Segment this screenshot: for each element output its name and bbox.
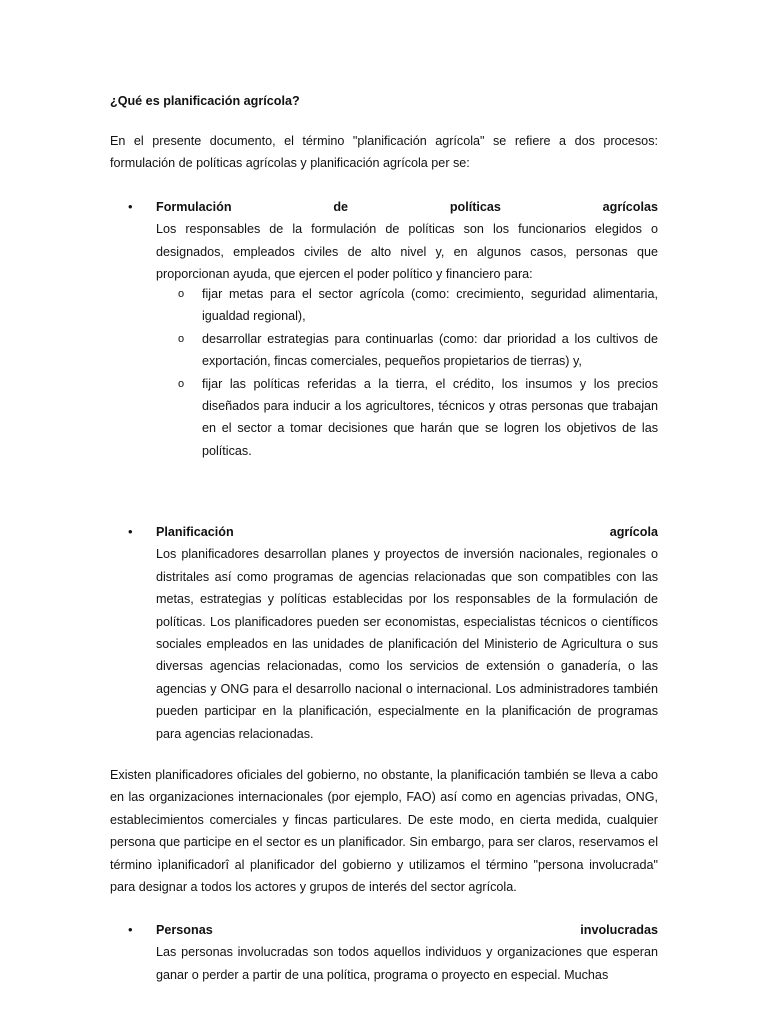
title-word: Planificación (156, 525, 234, 539)
bullet-dot-icon: • (128, 524, 133, 539)
bullet-body: Los responsables de la formulación de políticas son los funcionarios elegidos o designados, empleados civiles de alto nivel y, en algunos casos, personas que proporcionan ayuda, que ejercen el poder político y financiero para: (156, 222, 658, 282)
sub-item-text: fijar metas para el sector agrícola (como: crecimiento, seguridad alimentaria, igualdad regional), (202, 287, 658, 324)
circle-bullet-icon: o (178, 377, 185, 390)
title-word: de (333, 200, 349, 214)
bullet-title (156, 196, 658, 218)
intro-paragraph: En el presente documento, el término "planificación agrícola" se refiere a dos procesos: formulación de políticas agrícolas y planificación agrícola per se: (110, 134, 658, 171)
title-word: agrícolas (602, 200, 658, 214)
title-word: Personas (156, 923, 213, 937)
title-word: políticas (449, 200, 501, 214)
title-word: agrícola (609, 525, 658, 539)
bullet-body: Los planificadores desarrollan planes y proyectos de inversión nacionales, regionales o distritales así como programas de agencias relacionadas que son compatibles con las metas, estrategias y políticas establecidas por los responsables de la formulación de políticas. Los planificadores pueden ser economistas, especialistas técnicos o científicos sociales empleados en las unidades de planificación del Ministerio de Agricultura o sus diversas agencias relacionadas, como los servicios de extensión o ganadería, o las agencias y ONG para el desarrollo nacional o internacional. Los administradores también pueden participar en la planificación, especialmente en la planificación de programas para agencias relacionadas. (156, 547, 658, 741)
sub-item-text: fijar las políticas referidas a la tierra, el crédito, los insumos y los precios diseñados para inducir a los agricultores, técnicos y otras personas que trabajan en el sector a tomar decisiones que harán que se logren los objetivos de las políticas. (202, 376, 658, 458)
sub-list-item (156, 328, 658, 373)
title-word: involucradas (580, 923, 658, 937)
bullet-dot-icon: • (128, 199, 133, 214)
document-heading: ¿Qué es planificación agrícola? (110, 94, 300, 108)
circle-bullet-icon: o (178, 288, 185, 300)
sub-item-text: desarrollar estrategias para continuarlas (como: dar prioridad a los cultivos de exportación, fincas comerciales, pequeños propietarios de tierras) y, (202, 331, 658, 369)
circle-bullet-icon: o (178, 332, 185, 345)
bullet-body: Las personas involucradas son todos aquellos individuos y organizaciones que esperan ganar o perder a partir de una política, programa o proyecto en especial. Muchas (156, 945, 658, 982)
sub-list (156, 283, 658, 462)
bullet-dot-icon: • (128, 922, 133, 937)
bullet-title (156, 521, 658, 543)
sub-list-item (156, 283, 658, 328)
title-word: Formulación (156, 200, 232, 214)
bullet-title (156, 919, 658, 941)
outro-paragraph: Existen planificadores oficiales del gobierno, no obstante, la planificación también se lleva a cabo en las organizaciones internacionales (por ejemplo, FAO) así como en agencias privadas, ONG, establecimientos comerciales y fincas particulares. De este modo, en cierta medida, cualquier persona que participe en el sector es un planificador. Sin embargo, para ser claros, reservamos el término ìplanificadorî al planificador del gobierno y utilizamos el término "persona involucrada" para designar a todos los actores y grupos de interés del sector agrícola. (110, 768, 658, 895)
sub-list-item (156, 373, 658, 463)
